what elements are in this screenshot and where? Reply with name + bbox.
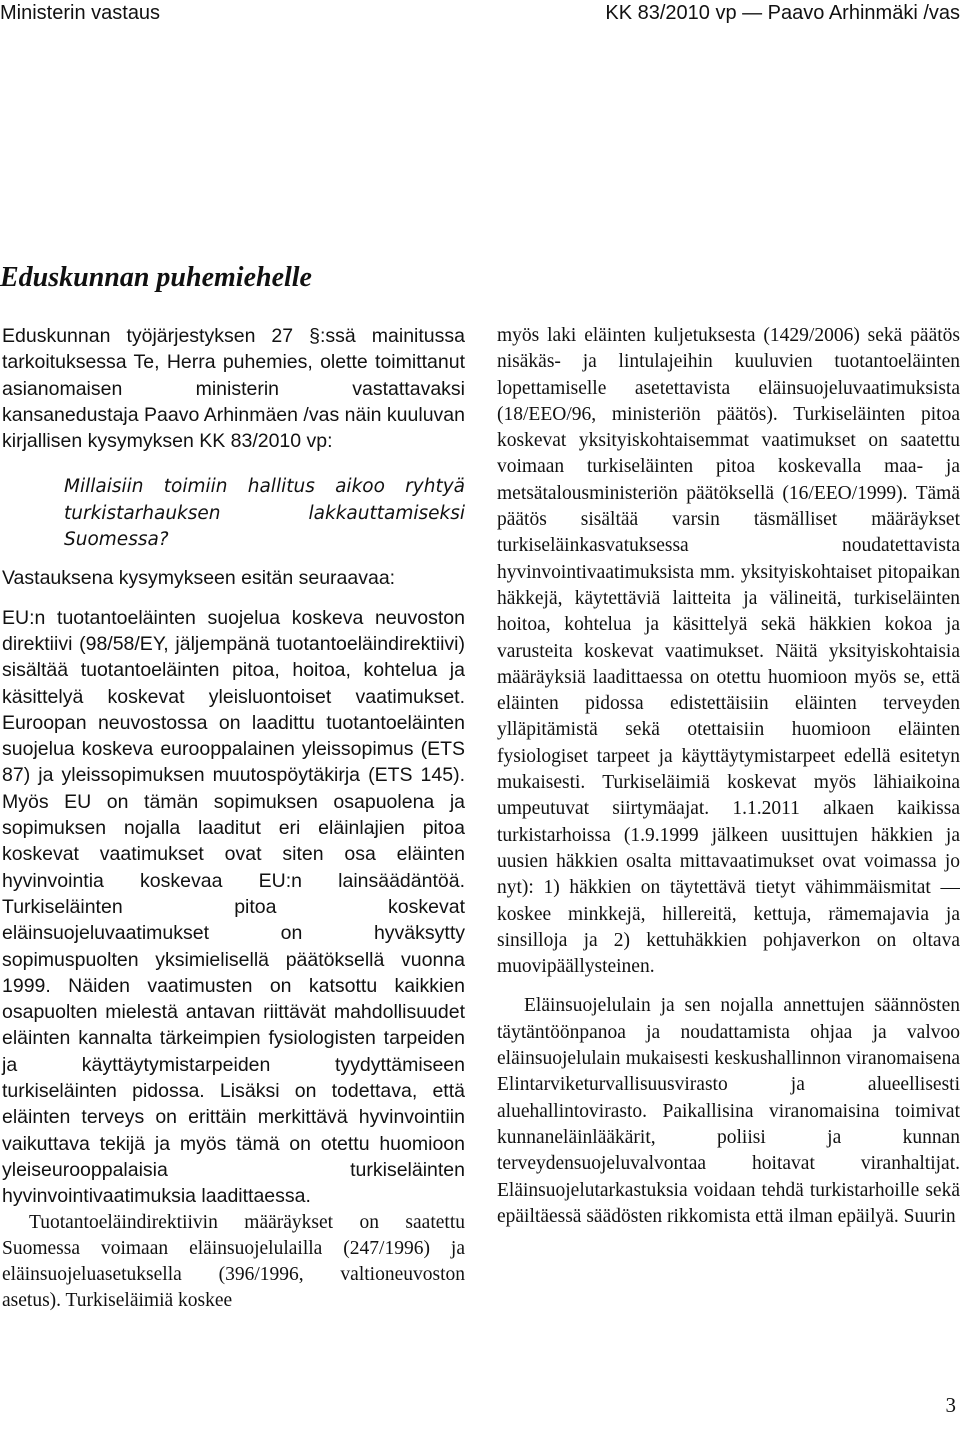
header-right: KK 83/2010 vp — Paavo Arhinmäki /vas xyxy=(605,2,960,24)
answer-paragraph-4: Eläinsuojelulain ja sen nojalla annettujen säännösten täytäntöönpanoa ja noudattamista ohjaa ja valvoo eläinsuojelulain mukaisesti keskushallinnon viranomaisena Elintarviketurvallisuusvirasto ja alueellisesti aluehallintovirasto. Paikallisina viranomaisina toimivat kunnaneläinlääkärit, poliisi ja kunnan terveydensuojeluvalvontaa hoitavat viranhaltijat. Eläinsuojelutarkastuksia voidaan tehdä turkistarhoille sekä epäiltäessä säädösten rikkomista että ilman epäilyä. Suurin xyxy=(497,995,960,1227)
answer-paragraph-3: myös laki eläinten kuljetuksesta (1429/2006) sekä päätös nisäkäs- ja lintulajeihin kuuluvien tuotantoeläinten lopettamiselle asetettavista eläinsuojeluvaatimuksista (18/EEO/96, ministeriön päätös). Turkiseläinten pitoa koskevat yksityiskohtaisemmat vaatimukset on saatettu voimaan turkiseläinten pitoa koskevalla maa- ja metsätalousministeriön päätöksellä (16/EEO/1999). Tämä päätös sisältää varsin täsmälliset määräykset turkiseläinkasvatuksessa noudatettavista hyvinvointivaatimuksista mm. yksityiskohtaiset pitopaikan häkkejä, käytettäviä laitteita ja välineitä, turkiseläinten hoitoa, kohtelua ja käsittelyä sekä häkkien kokoa ja varusteita koskevat vaatimukset. Näitä yksityiskohtaisia määräyksiä laadittaessa on otettu huomioon myös se, että eläinten pidossa edistettäisiin eläinten terveyden ylläpitämistä sekä otettaisiin huomioon eläinten fysiologiset tarpeet ja käyttäytymistarpeet edellä esitetyn mukaisesti. Turkiseläimiä koskevat myös lähiaikoina umpeutuvat siirtymäajat. 1.1.2011 alkaen kaikissa turkistarhoissa (1.9.1999 jälkeen uusittujen häkkien ja uusien häkkien osalta mittavaatimukset ovat voimassa jo nyt): 1) häkkien on täytettävä tietyt vähimmäismitat — koskee minkkejä, hillereitä, kettuja, rämemajavia ja sinsilloja ja 2) kettuhäkkien pohjaverkon on oltava muovipäällysteinen. xyxy=(497,325,960,978)
answer-paragraph-2: Tuotantoeläindirektiivin määräykset on saatettu Suomessa voimaan eläinsuojelulailla (247/1996) ja eläinsuojeluasetuksella (396/1996, valtioneuvoston asetus). Turkiseläimiä koskee xyxy=(2,1211,465,1312)
header-left: Ministerin vastaus xyxy=(0,2,161,24)
question-text: Millaisiin toimiin hallitus aikoo ryhtyä turkistarhauksen lakkauttamiseksi Suomessa? xyxy=(64,476,465,551)
intro-paragraph: Eduskunnan työjärjestyksen 27 §:ssä mainitussa tarkoituksessa Te, Herra puhemies, olette toimittanut asianomaisen ministerin vastattavaksi kansanedustaja Paavo Arhinmäen /vas näin kuuluvan kirjallisen kysymyksen KK 83/2010 vp: xyxy=(2,325,465,453)
left-column xyxy=(2,323,465,1315)
answer-lead: Vastauksena kysymykseen esitän seuraavaa: xyxy=(2,567,396,590)
page-number: 3 xyxy=(945,1393,956,1417)
answer-paragraph-1: EU:n tuotantoeläinten suojelua koskeva neuvoston direktiivi (98/58/EY, jäljempänä tuotantoeläindirektiivi) sisältää tuotantoeläinten pitoa, hoitoa, kohtelua ja käsittelyä koskevat yleisluontoiset vaatimukset. Euroopan neuvostossa on laadittu tuotantoeläinten suojelua koskeva eurooppalainen yleissopimus (ETS 87) ja yleissopimuksen muutospöytäkirja (ETS 145). Myös EU on tämän sopimuksen osapuolena ja sopimuksen nojalla laaditut eri eläinlajien pitoa koskevat vaatimukset ovat siten osa eläinten hyvinvointia koskevaa EU:n lainsäädäntöä. Turkiseläinten pitoa koskevat eläinsuojeluvaatimukset on hyväksytty sopimuspuolten yksimielisellä päätöksellä vuonna 1999. Näiden vaatimusten on katsottu kaikkien osapuolten mielestä antavan riittävät mahdollisuudet eläinten kannalta tärkeimpien fysiologisten tarpeiden ja käyttäytymistarpeiden tyydyttämiseen turkiseläinten pidossa. Lisäksi on todettava, että eläinten terveys on erittäin merkittävä hyvinvointiin vaikuttava tekijä ja myös tämä on otettu huomioon yleiseurooppalaisia turkiseläinten hyvinvointivaatimuksia laadittaessa. xyxy=(2,606,465,1208)
page-title: Eduskunnan puhemiehelle xyxy=(0,262,312,293)
right-column xyxy=(497,323,960,1230)
